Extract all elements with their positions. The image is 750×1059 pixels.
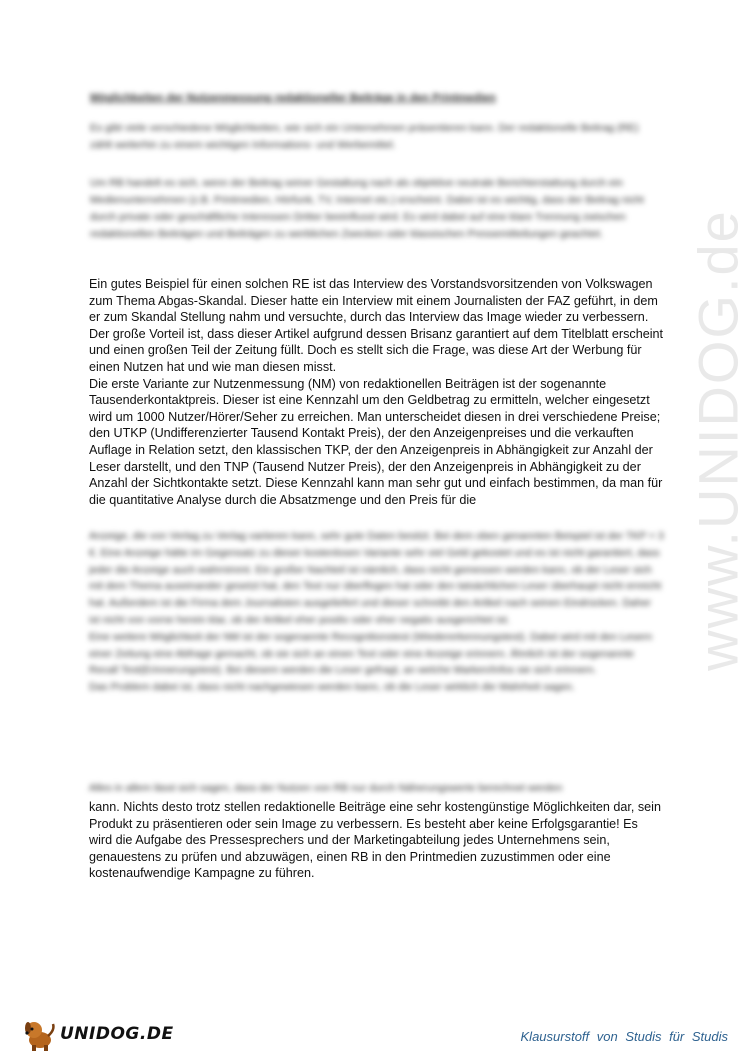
watermark-text: www.UNIDOG.de [686, 209, 750, 671]
body-section [89, 276, 664, 508]
logo-text: UNIDOG.DE [60, 1024, 174, 1044]
conclusion-blurred-line: Alles in allem lässt sich sagen, dass der Nutzen von RB nur durch Näherungswerte berechnet werden [89, 782, 563, 794]
blurred-paragraph: Anzeige, die von Verlag zu Verlag variieren kann, sehr gute Daten besitzt. Bei dem oben genannten Beispiel ist der TKP = 3 €. Eine Anzeige hätte im Gegensatz zu dieser kostenlosen Variante sehr viel Geld gekostet und es ist nicht garantiert, dass jeder die Anzeige auch wahrnimmt. Ein großer Nachteil ist nämlich, dass nicht gemessen werden kann, ob der Leser sich mit dem Thema auseinander gesetzt hat, den Text nur überflogen hat oder den tatsächlichen Leser überhaupt nicht erreicht hat. Außerdem ist die Firma dem Journalisten ausgeliefert und dieser schreibt den Artikel nach seinen Eindrücken. Daher ist nicht von vorne herein klar, ob der Artikel eher positiv oder eher negativ ausgerichtet ist. [89, 530, 664, 626]
conclusion-paragraph: kann. Nichts desto trotz stellen redaktionelle Beiträge eine sehr kostengünstige Möglichkeiten dar, sein Produkt zu präsentieren oder sein Image zu verbessern. Es besteht aber keine Erfolgsgarantie! Es wird die Aufgabe des Pressesprechers und der Marketingabteilung jedes Unternehmens sein, genauestens zu prüfen und abzuwägen, einen RB in den Printmedien zuzustimmen oder eine kostenaufwendige Kampagne zu führen. [89, 800, 661, 881]
unidog-logo[interactable] [22, 1014, 174, 1054]
blurred-section [89, 528, 664, 696]
conclusion-section [89, 799, 664, 882]
intro-paragraph-1: Es gibt viele verschiedene Möglichkeiten, wie sich ein Unternehmen präsentieren kann. Der redaktionelle Beitrag (RE) zählt weiterhin zu einem wichtigen Informations- und Werbemittel. [90, 122, 639, 151]
blurred-paragraph: Eine weitere Möglichkeit der NM ist der sogenannte Recognitionstest (Wiedererkennungstest). Dabei wird mit den Lesern einer Zeitung eine Abfrage gemacht, ob sie sich an einen Text oder eine Anzeige erinnern. Ähnlich ist der sogenannte Recall Test(Erinnerungstest). Bei diesem werden die Leser gefragt, an welche Marken/Infos sie sich erinnern. [89, 630, 653, 677]
body-paragraph: Der große Vorteil ist, dass dieser Artikel aufgrund dessen Brisanz garantiert auf dem Titelblatt erscheint und einen großen Teil der Zeitung füllt. Doch es stellt sich die Frage, was diese Art der Werbung für einen Nutzen hat und wie man diesen misst. [89, 326, 663, 374]
blurred-paragraph: Das Problem dabei ist, dass nicht nachgewiesen werden kann, ob die Leser wirklich die Wahrheit sagen. [89, 681, 575, 694]
intro-paragraph-2: Um RB handelt es sich, wenn der Beitrag seiner Gestaltung nach als objektive neutrale Berichterstattung durch ein Medienunternehmen (z.B. Printmedien, Hörfunk, TV, Internet etc.) erscheint. Dabei ist es wichtig, dass der Beitrag nicht durch private oder geschäftliche Interessen Dritter beeinflusst wird. Es wird dabei auf eine klare Trennung zwischen redaktionellen Beiträgen und Beiträgen zu werblichen Zwecken oder klassischen Pressemitteilungen geachtet. [90, 177, 644, 240]
body-paragraph: Die erste Variante zur Nutzenmessung (NM) von redaktionellen Beiträgen ist der sogenannte Tausenderkontaktpreis. Dieser ist eine Kennzahl um den Geldbetrag zu ermitteln, welcher eingesetzt wird um 1000 Nutzer/Hörer/Seher zu erreichen. Man unterscheidet diesen in drei verschiedene Preise; den UTKP (Undifferenzierter Tausend Kontakt Preis), der den Anzeigenpreises und die verkauften Auflage in Relation setzt, den klassischen TKP, der den Anzeigenpreis in Abhängigkeit zur Anzahl der Leser darstellt, und den TNP (Tausend Nutzer Preis), der den Anzeigenpreis in Abhängigkeit zu der Anzahl der Sichtkontakte setzt. Diese Kennzahl kann man sehr gut und einfach bestimmen, da man für die quantitative Analyse durch die Absatzmenge und den Preis für die [89, 376, 663, 507]
dog-icon [22, 1016, 58, 1052]
body-paragraph: Ein gutes Beispiel für einen solchen RE ist das Interview des Vorstandsvorsitzenden von Volkswagen zum Thema Abgas-Skandal. Dieser hatte ein Interview mit einem Journalisten der FAZ geführt, in dem er zum Skandal Stellung nahm und versuchte, durch das Interview das Image wieder zu verbessern. [89, 277, 658, 325]
document-heading: Möglichkeiten der Nutzenmessung redaktioneller Beiträge in den Printmedien [90, 92, 496, 104]
footer-tagline: Klausurstoff von Studis für Studis [520, 1029, 728, 1044]
